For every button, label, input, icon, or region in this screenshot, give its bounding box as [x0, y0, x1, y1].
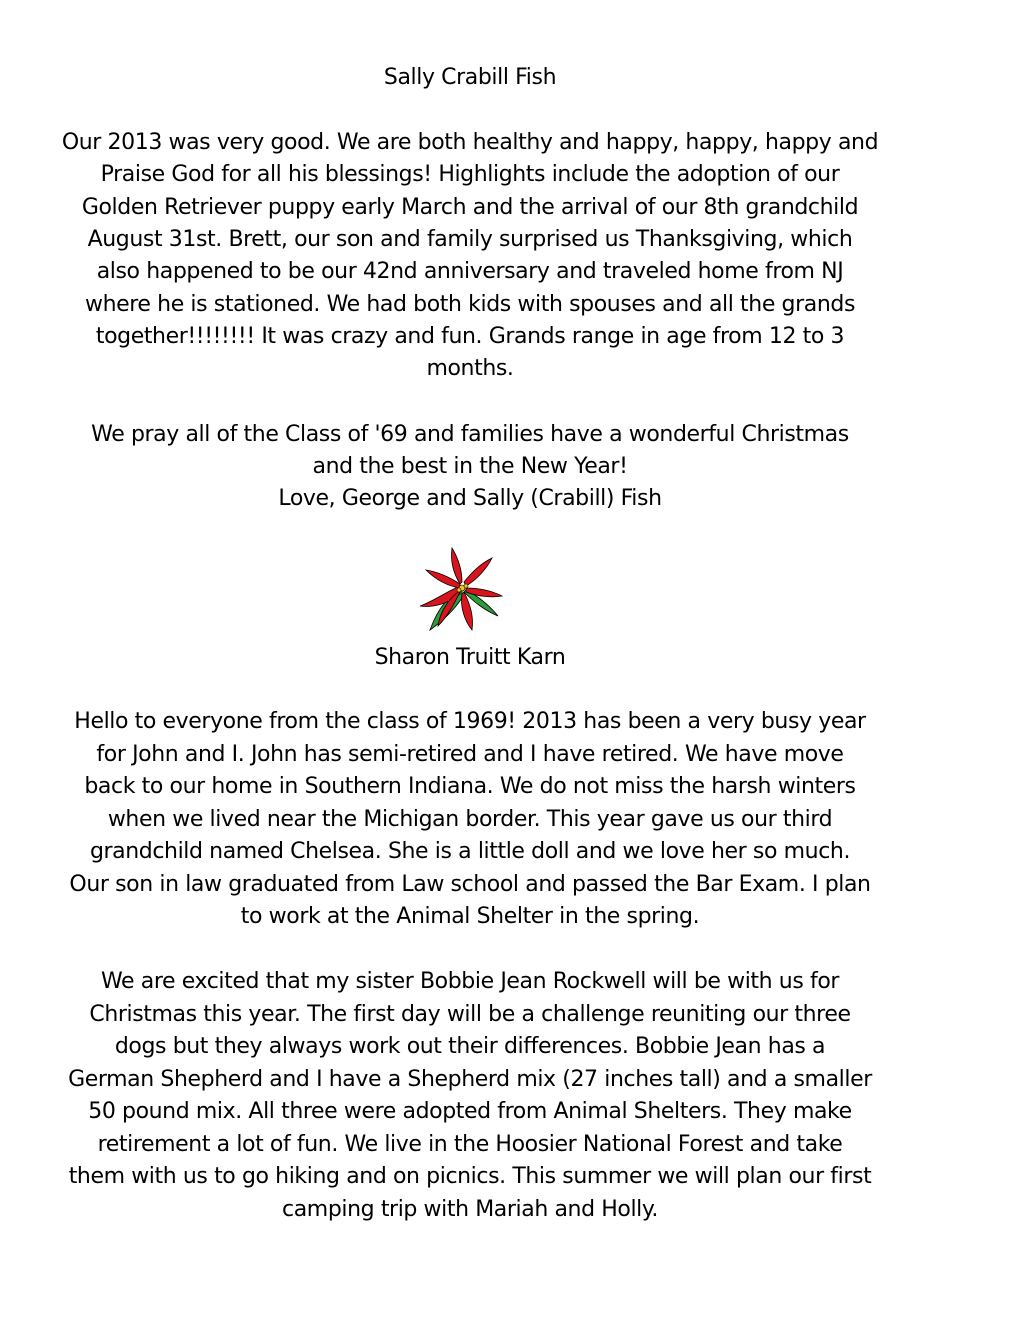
- text-line: Our son in law graduated from Law school and passed the Bar Exam. I plan: [69, 872, 871, 897]
- text-line: grandchild named Chelsea. She is a little doll and we love her so much.: [89, 839, 851, 864]
- sally-signature: Love, George and Sally (Crabill) Fish: [278, 486, 662, 511]
- text-line: We are excited that my sister Bobbie Jean Rockwell will be with us for: [100, 969, 840, 994]
- text-line: Praise God for all his blessings! Highlights include the adoption of our: [100, 162, 840, 187]
- text-line: Golden Retriever puppy early March and the arrival of our 8th grandchild: [81, 195, 859, 220]
- text-line: retirement a lot of fun. We live in the Hoosier National Forest and take: [97, 1132, 843, 1157]
- text-line: and the best in the New Year!: [312, 454, 628, 479]
- text-line: 50 pound mix. All three were adopted from Animal Shelters. They make: [88, 1099, 852, 1124]
- text-line: them with us to go hiking and on picnics. This summer we will plan our first: [68, 1164, 872, 1189]
- text-line: where he is stationed. We had both kids with spouses and all the grands: [84, 292, 856, 317]
- text-line: German Shepherd and I have a Shepherd mix (27 inches tall) and a smaller: [68, 1067, 872, 1092]
- poinsettia-icon: [418, 546, 504, 642]
- sally-heading: Sally Crabill Fish: [383, 65, 557, 90]
- text-line: to work at the Animal Shelter in the spring.: [240, 904, 700, 929]
- text-line: also happened to be our 42nd anniversary and traveled home from NJ: [96, 259, 844, 284]
- text-line: Christmas this year. The first day will be a challenge reuniting our three: [89, 1002, 851, 1027]
- text-line: together!!!!!!!! It was crazy and fun. Grands range in age from 12 to 3: [95, 324, 845, 349]
- sharon-heading: Sharon Truitt Karn: [374, 645, 566, 670]
- text-line: camping trip with Mariah and Holly.: [282, 1197, 658, 1222]
- text-line: Our 2013 was very good. We are both healthy and happy, happy, happy and: [61, 130, 879, 155]
- text-line: August 31st. Brett, our son and family surprised us Thanksgiving, which: [87, 227, 853, 252]
- text-line: dogs but they always work out their differences. Bobbie Jean has a: [114, 1034, 826, 1059]
- text-line: Hello to everyone from the class of 1969! 2013 has been a very busy year: [74, 709, 866, 734]
- text-line: for John and I. John has semi-retired and I have retired. We have move: [96, 742, 844, 767]
- text-line: months.: [426, 356, 514, 381]
- text-line: We pray all of the Class of '69 and families have a wonderful Christmas: [91, 422, 849, 447]
- text-line: when we lived near the Michigan border. This year gave us our third: [107, 807, 833, 832]
- text-line: back to our home in Southern Indiana. We do not miss the harsh winters: [84, 774, 856, 799]
